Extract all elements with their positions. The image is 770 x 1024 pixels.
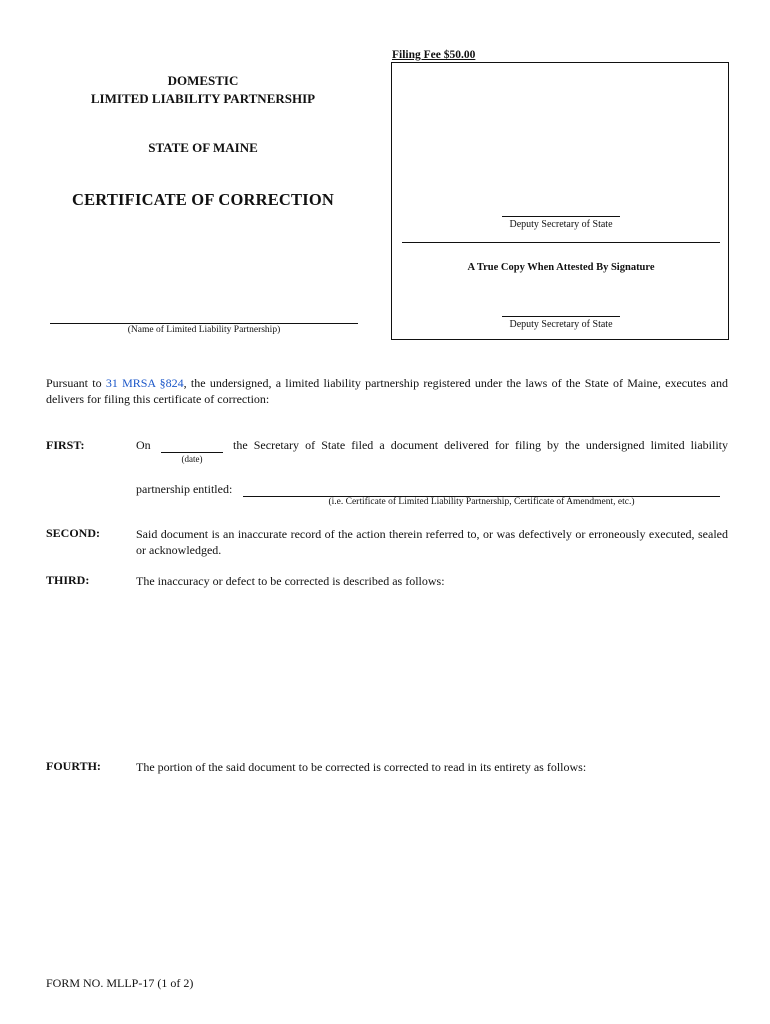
second-label: SECOND: <box>46 526 101 540</box>
date-caption: (date) <box>181 454 203 464</box>
form-heading <box>60 72 346 108</box>
third-text: The inaccuracy or defect to be corrected is described as follows: <box>136 574 445 588</box>
filing-stamp-box <box>391 62 729 340</box>
form-number: FORM NO. MLLP-17 (1 of 2) <box>46 976 194 990</box>
heading-entity-type: LIMITED LIABILITY PARTNERSHIP <box>90 91 316 106</box>
filing-date-field[interactable] <box>161 452 223 453</box>
deputy-secretary-label-2: Deputy Secretary of State <box>509 319 613 330</box>
pursuant-paragraph <box>46 375 728 407</box>
heading-domestic: DOMESTIC <box>167 73 239 88</box>
first-label: FIRST: <box>46 438 85 452</box>
filing-fee: Filing Fee $50.00 <box>392 49 476 61</box>
fourth-label: FOURTH: <box>46 759 101 773</box>
deputy-secretary-label-1: Deputy Secretary of State <box>509 219 613 230</box>
pursuant-prefix: Pursuant to <box>46 376 106 390</box>
first-text: the Secretary of State filed a document delivered for filing by the undersigned limited liability <box>233 438 728 452</box>
third-label: THIRD: <box>46 573 90 587</box>
first-on-text: On <box>136 438 151 452</box>
document-title-caption: (i.e. Certificate of Limited Liability Partnership, Certificate of Amendment, etc.) <box>328 497 635 507</box>
box-divider <box>402 242 720 243</box>
statute-link[interactable]: 31 MRSA §824 <box>105 376 184 390</box>
true-copy-label: A True Copy When Attested By Signature <box>467 262 655 273</box>
partnership-name-caption: (Name of Limited Liability Partnership) <box>127 325 281 335</box>
document-title: CERTIFICATE OF CORRECTION <box>71 190 335 209</box>
pursuant-suffix: , the undersigned, a limited liability partnership registered under the laws of the State of Maine, executes and delivers for filing this certificate of correction: <box>46 376 728 406</box>
second-text: Said document is an inaccurate record of the action therein referred to, or was defectively or erroneously executed, sealed or acknowledged. <box>136 527 728 557</box>
heading-state: STATE OF MAINE <box>148 140 258 155</box>
deputy-signature-line-1 <box>502 216 620 217</box>
fourth-text: The portion of the said document to be corrected is corrected to read in its entirety as follows: <box>136 760 587 774</box>
deputy-signature-line-2 <box>502 316 620 317</box>
partnership-name-field[interactable] <box>50 323 358 324</box>
entitled-label: partnership entitled: <box>136 482 233 496</box>
